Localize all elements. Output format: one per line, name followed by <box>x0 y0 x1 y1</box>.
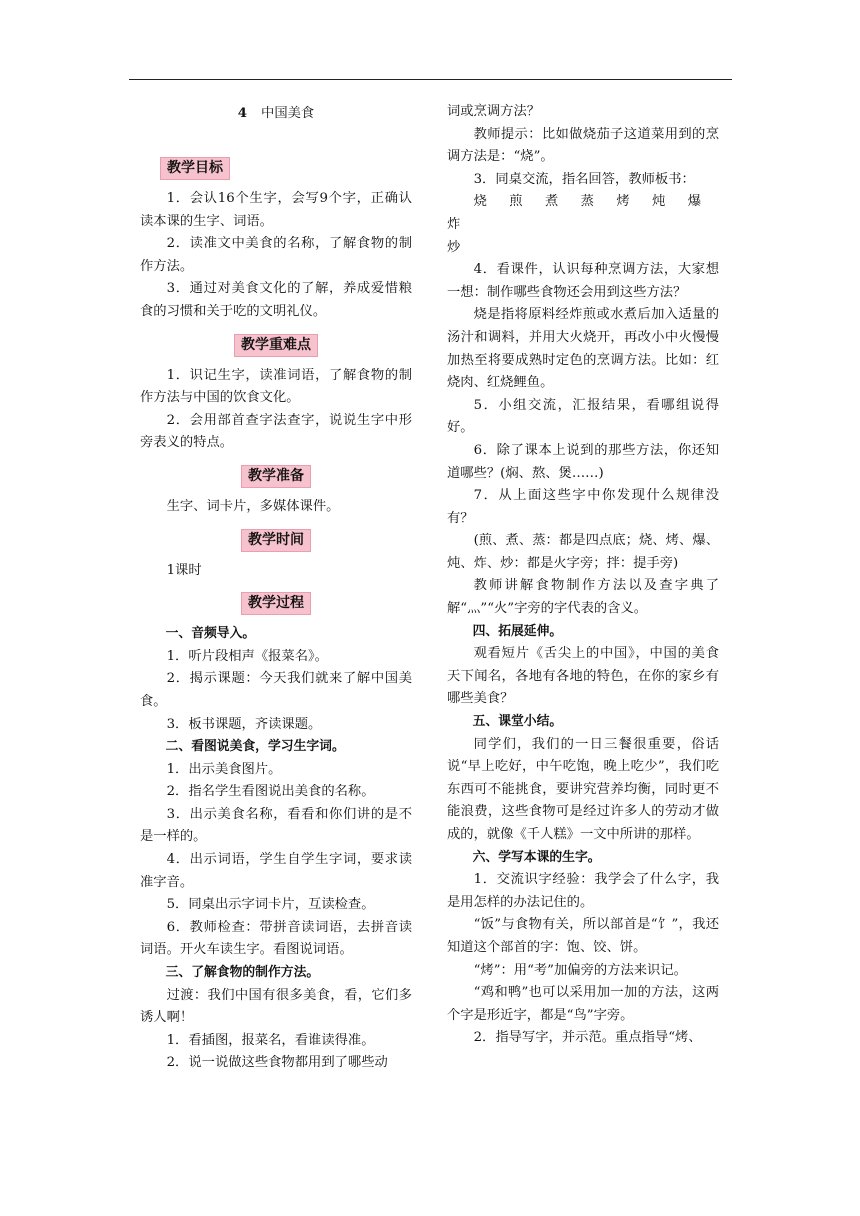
step-item: (煎、煮、蒸：都是四点底；烧、烤、爆、炖、炸、炒：都是火字旁；拌：提手旁) <box>447 533 719 571</box>
section-badge-process: 教学过程 <box>241 592 311 615</box>
lesson-number: 4 <box>237 106 248 121</box>
section-badge-prep: 教学准备 <box>241 465 311 488</box>
step-item: 5．同桌出示字词卡片，互读检查。 <box>166 897 375 913</box>
lesson-name: 中国美食 <box>261 106 315 121</box>
step-heading: 四、拓展延伸。 <box>472 623 563 639</box>
step-item: 6．教师检查：带拼音读词语，去拼音读词语。开火车读生字。看图说词语。 <box>140 919 412 958</box>
right-column <box>447 101 719 1050</box>
step-item: 7．从上面这些字中你发现什么规律没有？ <box>447 488 719 526</box>
goal-item: 1．会认16个生字，会写9个字，正确认读本课的生字、词语。 <box>140 191 412 229</box>
step-item: 2．揭示课题：今天我们就来了解中国美食。 <box>140 671 412 709</box>
step-heading: 一、音频导入。 <box>165 626 256 642</box>
section-badge-time: 教学时间 <box>241 529 311 552</box>
step-heading: 二、看图说美食，学习生字词。 <box>165 739 345 755</box>
step-item: 1．看插图，报菜名，看谁读得准。 <box>166 1032 375 1048</box>
step-item: 5．小组交流，汇报结果，看哪组说得好。 <box>447 397 719 436</box>
step-item: “饭”与食物有关，所以部首是“饣”，我还知道这个部首的字：饱、饺、饼。 <box>447 917 719 955</box>
step-item: 3．出示美食名称，看看和你们讲的是不是一样的。 <box>140 806 412 845</box>
time-text: 1课时 <box>166 562 202 578</box>
step-item: 2．指导写字，并示范。重点指导“烤、 <box>473 1030 702 1046</box>
continued-text: 词或烹调方法？ <box>447 104 541 119</box>
step-item: 6．除了课本上说到的那些方法，你还知道哪些？(焖、熬、煲……) <box>447 442 719 481</box>
step-item: 1．出示美食图片。 <box>166 761 282 777</box>
lesson-title <box>140 101 412 127</box>
step-item: 3．板书课题，齐读课题。 <box>166 716 322 732</box>
step-item: 1．听片段相声《报菜名》。 <box>166 648 328 664</box>
board-characters-end: 炒 <box>447 239 461 255</box>
step-item: 4．看课件，认识每种烹调方法，大家想一想：制作哪些食物还会用到这些方法？ <box>447 262 719 300</box>
goal-item: 3．通过对美食文化的了解，养成爱惜粮食的习惯和关于吃的文明礼仪。 <box>140 281 412 319</box>
key-item: 2．会用部首查字法查字，说说生字中形旁表义的特点。 <box>140 412 412 451</box>
board-characters: 烧煎煮蒸烤炖爆炸 <box>447 194 719 232</box>
key-item: 1．识记生字，读准词语，了解食物的制作方法与中国的饮食文化。 <box>140 367 412 406</box>
goal-item: 2．读准文中美食的名称，了解食物的制作方法。 <box>140 236 412 274</box>
step-item: 2．指名学生看图说出美食的名称。 <box>166 784 375 800</box>
step-item: 同学们，我们的一日三餐很重要，俗话说“早上吃好，中午吃饱，晚上吃少”，我们吃东西可不能挑食，要讲究营养均衡，同时更不能浪费，这些食物可是经过许多人的劳动才做成的，就像《千人糕》一文中所讲的那样。 <box>447 736 719 842</box>
step-item: 3．同桌交流，指名回答，教师板书： <box>473 171 695 187</box>
step-item: “烤”：用“考”加偏旁的方法来识记。 <box>473 962 687 978</box>
step-item: 1．交流识字经验：我学会了什么字，我是用怎样的办法记住的。 <box>447 872 719 910</box>
step-item: 2．说一说做这些食物都用到了哪些动 <box>166 1055 388 1071</box>
step-heading: 三、了解食物的制作方法。 <box>165 965 320 981</box>
step-item: “鸡和鸭”也可以采用加一加的方法，这两个字是形近字，都是“鸟”字旁。 <box>447 985 719 1023</box>
step-item: 教师讲解食物制作方法以及查字典了解“灬”“火”字旁的字代表的含义。 <box>447 578 719 617</box>
step-item: 教师提示：比如做烧茄子这道菜用到的烹调方法是：“烧”。 <box>447 126 719 165</box>
section-badge-key: 教学重难点 <box>234 334 318 357</box>
step-item: 烧是指将原料经炸煎或水煮后加入适量的汤汁和调料，并用大火烧开，再改小中火慢慢加热至将要成熟时定色的烹调方法。比如：红烧肉、红烧鲤鱼。 <box>447 307 719 391</box>
prep-text: 生字、词卡片，多媒体课件。 <box>166 498 340 514</box>
left-column <box>140 101 412 1075</box>
section-badge-goals: 教学目标 <box>160 157 230 180</box>
step-item: 观看短片《舌尖上的中国》，中国的美食天下闻名，各地有各地的特色，在你的家乡有哪些美食？ <box>447 646 719 707</box>
step-heading: 六、学写本课的生字。 <box>472 849 601 865</box>
step-heading: 五、课堂小结。 <box>472 714 563 730</box>
step-item: 4．出示词语，学生自学生字词，要求读准字音。 <box>140 852 412 890</box>
header-rule <box>129 79 732 80</box>
step-item: 过渡：我们中国有很多美食，看，它们多诱人啊！ <box>140 987 412 1026</box>
